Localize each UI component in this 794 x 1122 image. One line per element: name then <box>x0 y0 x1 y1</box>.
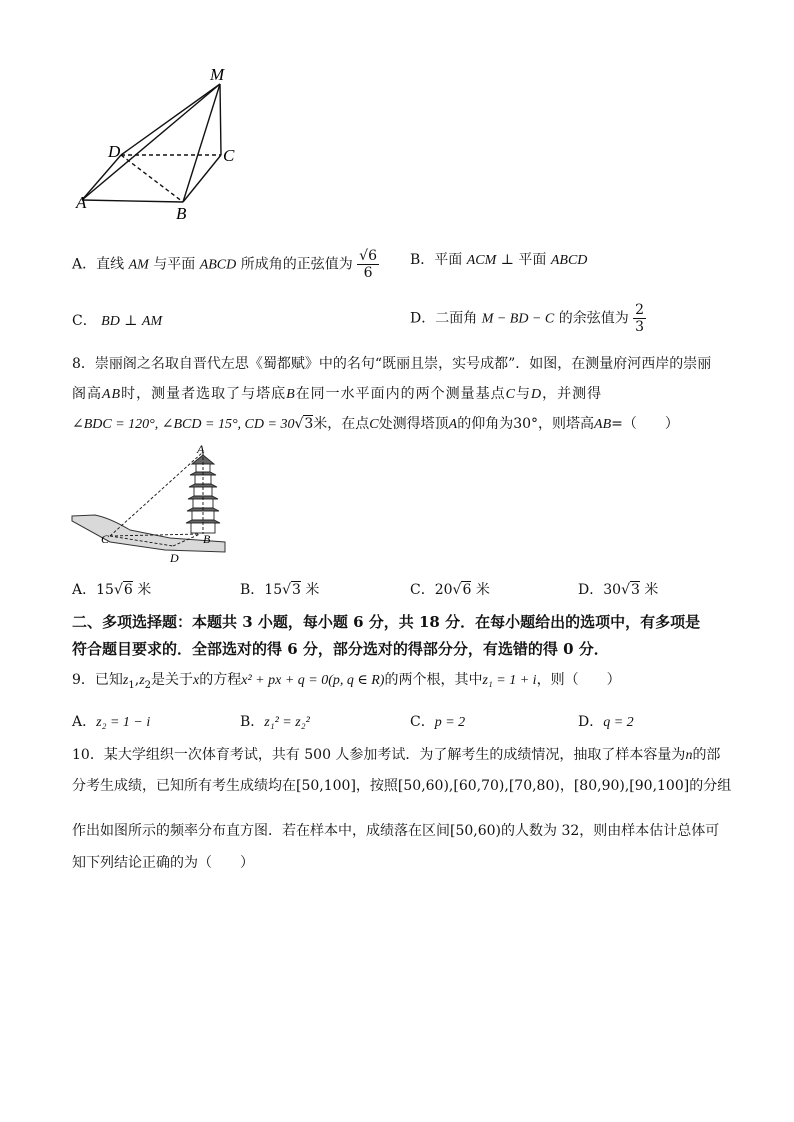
tower-label-d: D <box>170 551 179 565</box>
label-b: B <box>176 204 187 223</box>
q8-option-b: B．15√3 米 <box>240 582 320 598</box>
tower-figure <box>70 442 235 567</box>
q9-option-d: D．q = 2 <box>578 714 634 730</box>
tower-label-a: A <box>197 442 205 456</box>
q7-option-a: A．直线 AM 与平面 ABCD 所成角的正弦值为 $\frac{√6}{6}$ <box>72 248 377 281</box>
edge-bc <box>183 155 221 202</box>
edge-cm <box>220 84 221 155</box>
q10-line-3: 作出如图所示的频率分布直方图．若在样本中，成绩落在区间[50,60)的人数为 32，则由样本估计总体可 <box>72 823 720 839</box>
q8-option-a: A．15√6 米 <box>72 582 152 598</box>
q7-option-d: D．二面角 M − BD − C 的余弦值为 $\frac{2}{3}$ <box>410 302 645 335</box>
q8-option-d: D．30√3 米 <box>578 582 659 598</box>
edge-ad <box>82 155 121 200</box>
section-2-heading-line-1: 二、多项选择题：本题共 3 小题，每小题 6 分，共 18 分．在每小题给出的选项中，有多项是 <box>72 613 701 631</box>
q8-line-1: 8．崇丽阁之名取自晋代左思《蜀都赋》中的名句“既丽且崇，实号成都”．如图，在测量府河西岸的崇丽 <box>72 356 712 372</box>
tower-label-b: B <box>203 532 211 546</box>
label-a: A <box>76 193 87 212</box>
label-c: C <box>223 146 235 165</box>
tower-label-c: C <box>101 532 110 546</box>
q9-option-c: C．p = 2 <box>410 714 466 730</box>
q10-line-4: 知下列结论正确的为（ ） <box>72 855 254 871</box>
q9-option-a: A．z₂ = 1 − i <box>72 714 151 730</box>
q9-stem: 9．已知$z_1,z_2$是关于x的方程x² + px + q = 0(p, q ∈ R)的两个根，其中z₁ = 1 + i，则（ ） <box>72 672 621 691</box>
q8-option-c: C．20√6 米 <box>410 582 490 598</box>
label-d: D <box>108 142 121 161</box>
edge-dm <box>121 84 220 155</box>
edge-ab <box>82 200 183 202</box>
edge-db <box>121 155 183 202</box>
pyramid-figure <box>70 62 250 227</box>
q7-option-c: C． BD ⊥ AM <box>72 313 163 329</box>
q9-option-b: B．z₁² = z₂² <box>240 714 310 730</box>
q7-option-b: B．平面 ACM ⊥ 平面 ABCD <box>410 252 588 268</box>
q10-line-1: 10．某大学组织一次体育考试，共有 500 人参加考试．为了解考生的成绩情况，抽取了样本容量为n的部 <box>72 747 721 763</box>
q8-line-2: 阁高AB时，测量者选取了与塔底B在同一水平面内的两个测量基点C与D，并测得 <box>72 386 603 402</box>
edge-bm <box>183 84 220 202</box>
label-m: M <box>210 65 225 84</box>
q8-line-3: ∠BDC = 120°, ∠BCD = 15°, CD = 30√3米，在点C处测得塔顶A的仰角为30°，则塔高AB=（ ） <box>72 416 679 432</box>
section-2-heading-line-2: 符合题目要求的．全部选对的得 6 分，部分选对的得部分分，有选错的得 0 分． <box>72 640 609 658</box>
q10-line-2: 分考生成绩，已知所有考生成绩均在[50,100]，按照[50,60),[60,70),[70,80)，[80,90),[90,100]的分组 <box>72 778 732 794</box>
